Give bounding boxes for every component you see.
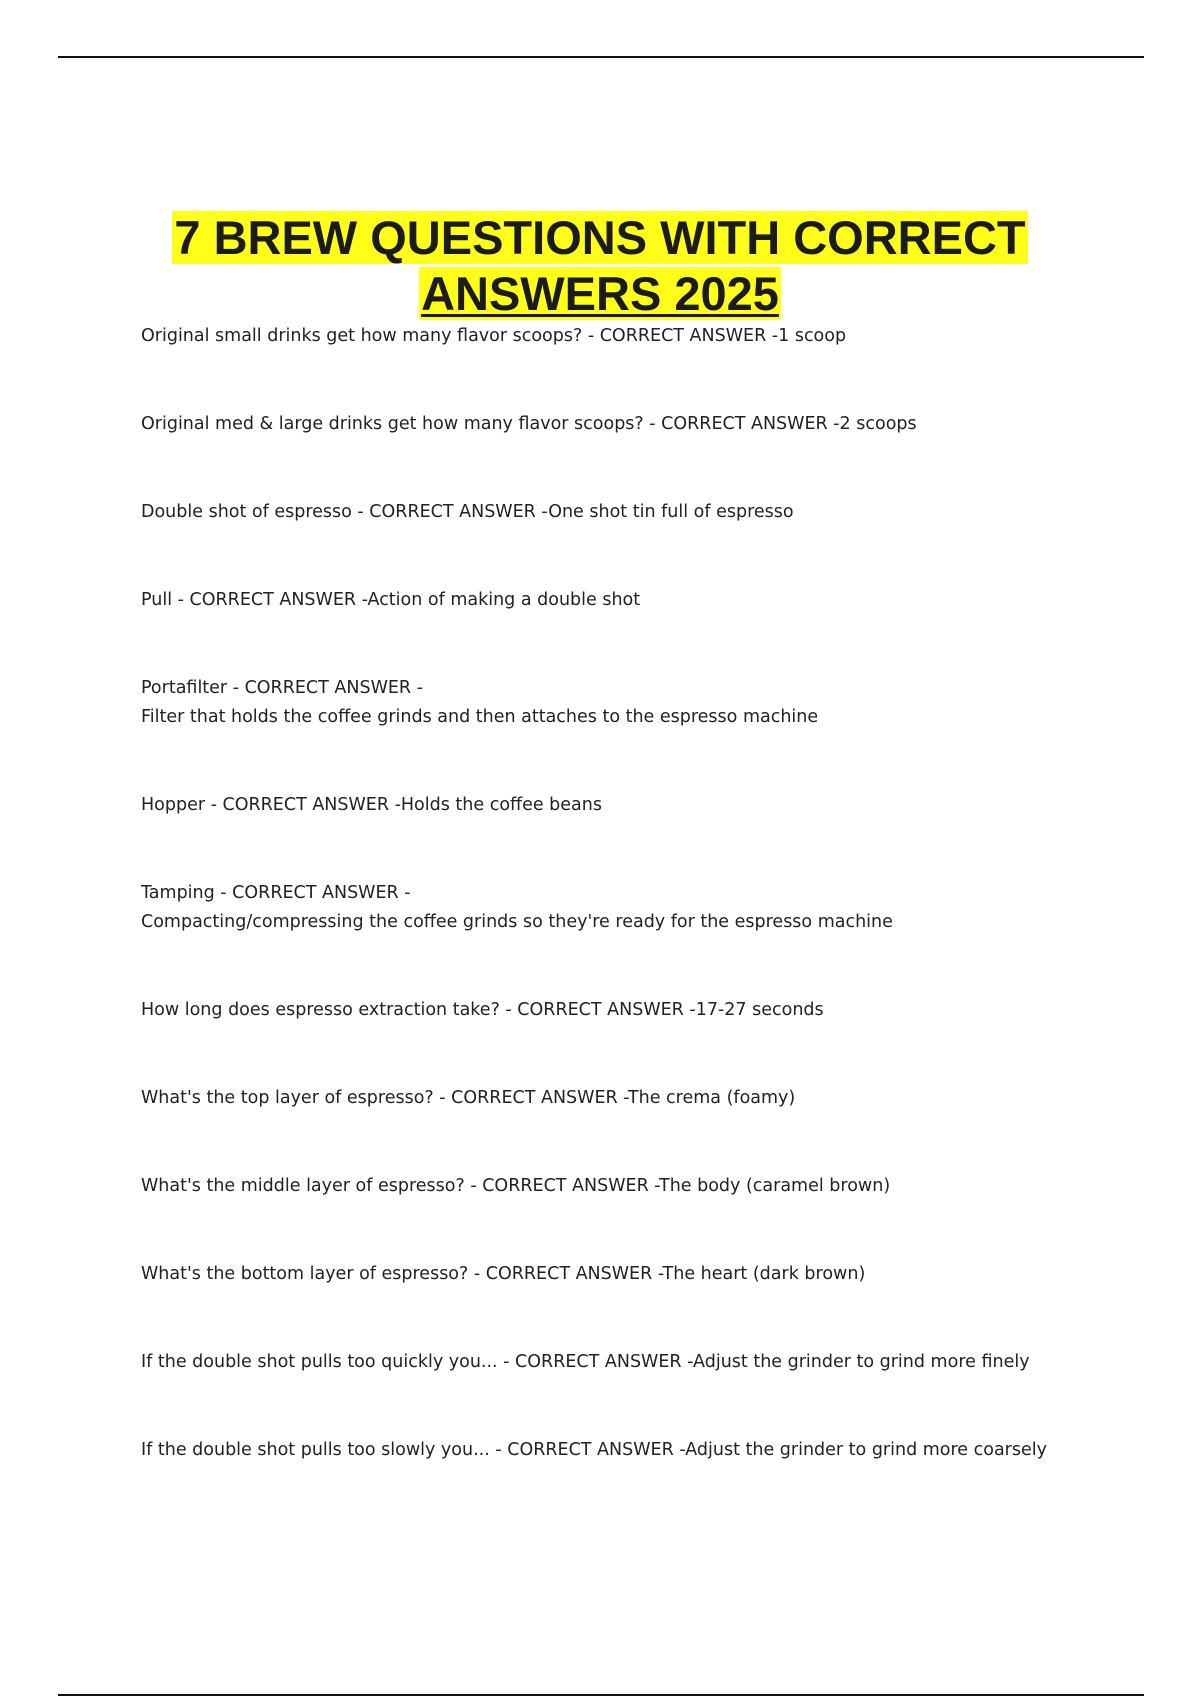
- qa-item: [141, 410, 1141, 498]
- qa-answer: Filter that holds the coffee grinds and then attaches to the espresso machine: [141, 707, 819, 727]
- document-title: [0, 210, 1200, 322]
- qa-text: Original small drinks get how many flavor scoops? - CORRECT ANSWER -1 scoop: [141, 326, 847, 346]
- bottom-rule: [58, 1694, 1144, 1696]
- qa-text: If the double shot pulls too quickly you... - CORRECT ANSWER -Adjust the grinder to grind more finely: [141, 1352, 1030, 1372]
- qa-item: [141, 1084, 1141, 1172]
- qa-item: [141, 1172, 1141, 1260]
- qa-item: [141, 1348, 1141, 1436]
- qa-text: How long does espresso extraction take? - CORRECT ANSWER -17-27 seconds: [141, 1000, 824, 1020]
- qa-item: [141, 1436, 1141, 1524]
- qa-item: [141, 498, 1141, 586]
- qa-item: [141, 996, 1141, 1084]
- qa-text: Original med & large drinks get how many flavor scoops? - CORRECT ANSWER -2 scoops: [141, 414, 917, 434]
- qa-text: What's the middle layer of espresso? - CORRECT ANSWER -The body (caramel brown): [141, 1176, 891, 1196]
- qa-text: Double shot of espresso - CORRECT ANSWER -One shot tin full of espresso: [141, 502, 794, 522]
- title-line-1: 7 BREW QUESTIONS WITH CORRECT: [174, 211, 1026, 264]
- qa-item: [141, 674, 1141, 791]
- title-line-2: ANSWERS 2025: [421, 267, 779, 320]
- qa-text: What's the bottom layer of espresso? - CORRECT ANSWER -The heart (dark brown): [141, 1264, 866, 1284]
- qa-list: [141, 322, 1141, 1524]
- qa-text: If the double shot pulls too slowly you... - CORRECT ANSWER -Adjust the grinder to grind more coarsely: [141, 1440, 1047, 1460]
- qa-item: [141, 322, 1141, 410]
- top-rule: [58, 56, 1144, 58]
- qa-text: What's the top layer of espresso? - CORRECT ANSWER -The crema (foamy): [141, 1088, 796, 1108]
- qa-item: [141, 791, 1141, 879]
- qa-answer: Compacting/compressing the coffee grinds so they're ready for the espresso machine: [141, 912, 893, 932]
- qa-question: Tamping - CORRECT ANSWER -: [141, 883, 411, 903]
- qa-item: [141, 586, 1141, 674]
- qa-text: Pull - CORRECT ANSWER -Action of making a double shot: [141, 590, 641, 610]
- qa-item: [141, 1260, 1141, 1348]
- qa-text: Hopper - CORRECT ANSWER -Holds the coffee beans: [141, 795, 602, 815]
- qa-question: Portafilter - CORRECT ANSWER -: [141, 678, 423, 698]
- qa-item: [141, 879, 1141, 996]
